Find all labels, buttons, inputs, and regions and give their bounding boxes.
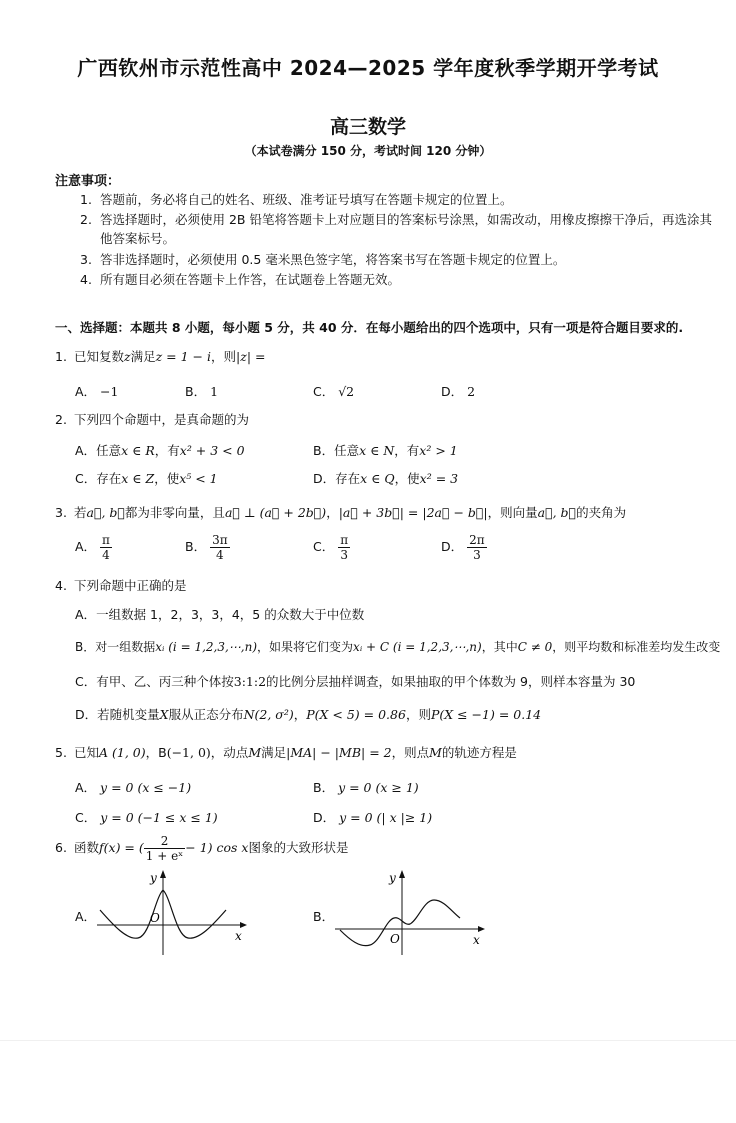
option-letter: B． (313, 780, 335, 795)
option-a (75, 441, 245, 459)
q-text: ，有 (154, 443, 180, 458)
exam-title: 广西钦州市示范性高中 2024—2025 学年度秋季学期开学考试 (77, 56, 659, 80)
numerator: π (102, 533, 110, 547)
option-a (75, 382, 118, 400)
option-d (441, 382, 475, 400)
q-math: xᵢ (i = 1,2,3,⋯,n) (155, 640, 258, 654)
option-value: √2 (338, 384, 355, 399)
origin-label: O (150, 911, 160, 925)
q-text: ，则 (405, 707, 431, 722)
q-math: x ∈ R (121, 443, 155, 458)
option-c (313, 533, 350, 562)
q-text: ，则 (211, 349, 237, 364)
q-math: − 1) cos x (185, 840, 249, 855)
q-text: 存在 (96, 471, 122, 486)
option-value: y = 0 (−1 ≤ x ≤ 1) (100, 810, 218, 825)
x-arrow-icon (240, 922, 247, 928)
score-note: （本试卷满分 150 分，考试时间 120 分钟） (244, 144, 492, 158)
q-math: x² + 3 < 0 (179, 443, 245, 458)
q-text: ，则点 (391, 745, 430, 760)
q-math: P(X ≤ −1) = 0.14 (430, 707, 542, 722)
q-math: x ∈ N (359, 443, 395, 458)
option-value: y = 0 (x ≥ 1) (338, 780, 419, 795)
q-text: 的轨迹方程是 (441, 745, 517, 760)
notice-item (80, 270, 720, 289)
question-2 (55, 410, 249, 428)
numerator: π (340, 533, 349, 547)
q-text: ， (326, 505, 339, 520)
option-letter: C． (313, 539, 335, 554)
option-c (313, 382, 354, 400)
q-text: ，有 (394, 443, 420, 458)
question-number: 3. (55, 505, 67, 520)
q-math: (−1, 0) (166, 745, 211, 760)
question-6 (55, 834, 349, 863)
option-value: 2 (467, 384, 476, 399)
section-heading: 一、选择题：本题共 8 小题，每小题 5 分，共 40 分．在每小题给出的四个选项中，只有一项是符合题目要求的. (55, 320, 684, 335)
subject-title: 高三数学 (329, 116, 406, 138)
option-d (441, 533, 487, 562)
q-math: x ∈ Q (360, 471, 395, 486)
q-math: |MA| − |MB| = 2 (286, 745, 392, 760)
denominator: 4 (216, 548, 224, 562)
q-text: 已知 (74, 745, 100, 760)
option-letter: B． (313, 443, 335, 458)
q-text: 已知复数 (74, 349, 125, 364)
notice-text: 答非选择题时，必须使用 0.5 毫米黑色签字笔，将答案书写在答题卡规定的位置上。 (100, 252, 566, 267)
y-label: y (389, 871, 396, 885)
graph-b (330, 868, 490, 958)
q-math: N(2, σ²) (243, 707, 294, 722)
option-letter: D． (313, 471, 336, 486)
option-letter: D． (313, 810, 336, 825)
q-text: ，则向量 (487, 505, 538, 520)
notice-text: 答题前，务必将自己的姓名、班级、准考证号填写在答题卡规定的位置上。 (100, 192, 513, 207)
option-letter: A． (75, 539, 97, 554)
option-letter: D． (75, 707, 98, 722)
q-text: 都为非零向量，且 (124, 505, 225, 520)
notice-item (80, 210, 720, 248)
q-math: X (159, 707, 169, 722)
q-text: 存在 (335, 471, 361, 486)
option-c (75, 808, 218, 826)
notice-text: 答选择题时，必须使用 2B 铅笔将答题卡上对应题目的答案标号涂黑，如需改动，用橡皮擦擦干净后，再选涂其 (100, 212, 712, 227)
page-bottom-margin (0, 1040, 736, 1123)
q-math: f(x) = ( (99, 840, 144, 855)
option-letter: C． (313, 384, 335, 399)
option-value: y = 0 (x ≤ −1) (100, 780, 192, 795)
option-letter: C． (75, 674, 97, 689)
fraction (467, 533, 487, 562)
x-arrow-icon (478, 926, 485, 932)
q-text: 一组数据 1，2，3，3，4，5 的众数大于中位数 (96, 607, 365, 622)
q-text: 对一组数据 (95, 640, 156, 654)
notice-item (80, 190, 720, 209)
q-text: 若 (74, 505, 87, 520)
option-d (313, 808, 432, 826)
q-math: A (1, 0) (99, 745, 146, 760)
graph-a-label: A． (75, 909, 97, 924)
notice-heading: 注意事项： (55, 174, 121, 189)
option-letter: A． (75, 607, 97, 622)
option-letter: A． (75, 443, 97, 458)
notice-num: 4. (80, 272, 92, 287)
q-math: M (429, 745, 442, 760)
option-value: −1 (100, 384, 119, 399)
q-math: P(X < 5) = 0.86 (306, 707, 406, 722)
q-math: a⃗, b⃗ (537, 505, 577, 520)
q-text: 的比例分层抽样调查，如果抽取的甲个体数为 9，则样本容量为 30 (266, 674, 636, 689)
numerator: 2π (469, 533, 485, 547)
q-text: 任意 (334, 443, 360, 458)
option-b (75, 638, 720, 655)
origin-label: O (390, 932, 400, 946)
notice-num: 1. (80, 192, 92, 207)
q-text: ， (293, 707, 307, 722)
q-math: |z| = (236, 349, 266, 364)
q-text: ，使 (394, 471, 420, 486)
option-letter: C． (75, 471, 97, 486)
question-number: 4. (55, 578, 67, 593)
q-math: M (248, 745, 262, 760)
q-text: 若随机变量 (97, 707, 160, 722)
option-letter: A． (75, 384, 97, 399)
notice-text-cont: 他答案标号。 (100, 231, 176, 246)
option-a (75, 533, 112, 562)
denominator: 4 (102, 548, 110, 562)
question-1 (55, 347, 266, 365)
q-text: 满足 (261, 745, 287, 760)
question-number: 2. (55, 412, 67, 427)
option-value: 1 (210, 384, 219, 399)
option-letter: D． (441, 539, 464, 554)
q-math: x² > 1 (419, 443, 458, 458)
q-text: 的夹角为 (576, 505, 627, 520)
option-a (75, 605, 364, 623)
numerator: 3π (212, 533, 228, 547)
q-text: ，则平均数和标准差均发生改变 (552, 640, 721, 654)
option-d (313, 469, 458, 487)
question-number: 1. (55, 349, 67, 364)
x-label: x (235, 929, 242, 943)
option-b (185, 533, 230, 562)
q-text: 服从正态分布 (168, 707, 244, 722)
q-math: x ∈ Z (121, 471, 155, 486)
q-math: a⃗, b⃗ (86, 505, 125, 520)
q-math: x⁵ < 1 (179, 471, 218, 486)
option-d (75, 705, 541, 723)
notice-num: 3. (80, 252, 92, 267)
option-letter: A． (75, 780, 97, 795)
q-math: C ≠ 0 (517, 640, 553, 654)
q-text: 图象的大致形状是 (248, 840, 349, 855)
fraction (338, 533, 350, 562)
notice-item (80, 250, 720, 269)
x-label: x (473, 933, 480, 947)
question-4 (55, 576, 187, 594)
question-5 (55, 743, 517, 761)
option-letter: B． (185, 384, 207, 399)
fraction (100, 533, 112, 562)
option-value: y = 0 (| x |≥ 1) (339, 810, 433, 825)
numerator: 2 (144, 834, 186, 849)
option-b (185, 382, 218, 400)
option-letter: C． (75, 810, 97, 825)
q-text: ，使 (154, 471, 180, 486)
q-text: 有甲、乙、丙三种个体按 (96, 674, 234, 689)
q-math: z = 1 − i (155, 349, 212, 364)
option-letter: D． (441, 384, 464, 399)
option-b (313, 441, 458, 459)
q-text: ，动点 (210, 745, 249, 760)
q-math: x² = 3 (419, 471, 459, 486)
q-text: ，如果将它们变为 (257, 640, 354, 654)
denominator: 1 + eˣ (145, 849, 184, 863)
option-a (75, 778, 191, 796)
q-math: z (124, 349, 131, 364)
q-text: 下列四个命题中，是真命题的为 (74, 412, 250, 427)
denominator: 3 (340, 548, 348, 562)
q-text: 任意 (96, 443, 122, 458)
question-number: 6. (55, 840, 67, 855)
y-arrow-icon (160, 870, 166, 878)
q-math: xᵢ + C (i = 1,2,3,⋯,n) (353, 640, 482, 654)
q-math: a⃗ ⊥ (a⃗ + 2b⃗) (224, 505, 327, 520)
option-c (75, 672, 635, 690)
q-math: 3:1:2 (233, 674, 267, 689)
option-c (75, 469, 218, 487)
option-letter: B． (75, 640, 96, 654)
q-math: |a⃗ + 3b⃗| = |2a⃗ − b⃗| (338, 505, 488, 520)
y-label: y (150, 871, 157, 885)
notice-text: 所有题目必须在答题卡上作答，在试题卷上答题无效。 (100, 272, 401, 287)
graph-b-label: B． (313, 909, 335, 924)
q-text: ，其中 (481, 640, 518, 654)
option-letter: B． (185, 539, 207, 554)
q-text: 满足 (130, 349, 156, 364)
q-text: 下列命题中正确的是 (74, 578, 187, 593)
denominator: 3 (473, 548, 481, 562)
option-b (313, 778, 419, 796)
y-arrow-icon (399, 870, 405, 878)
q-text: 函数 (74, 840, 100, 855)
fraction (210, 533, 230, 562)
question-3 (55, 503, 626, 521)
fraction (144, 834, 186, 863)
graph-a (92, 868, 252, 958)
notice-num: 2. (80, 212, 92, 227)
q-text: ，B (145, 745, 167, 760)
question-number: 5. (55, 745, 67, 760)
curve (340, 900, 460, 946)
